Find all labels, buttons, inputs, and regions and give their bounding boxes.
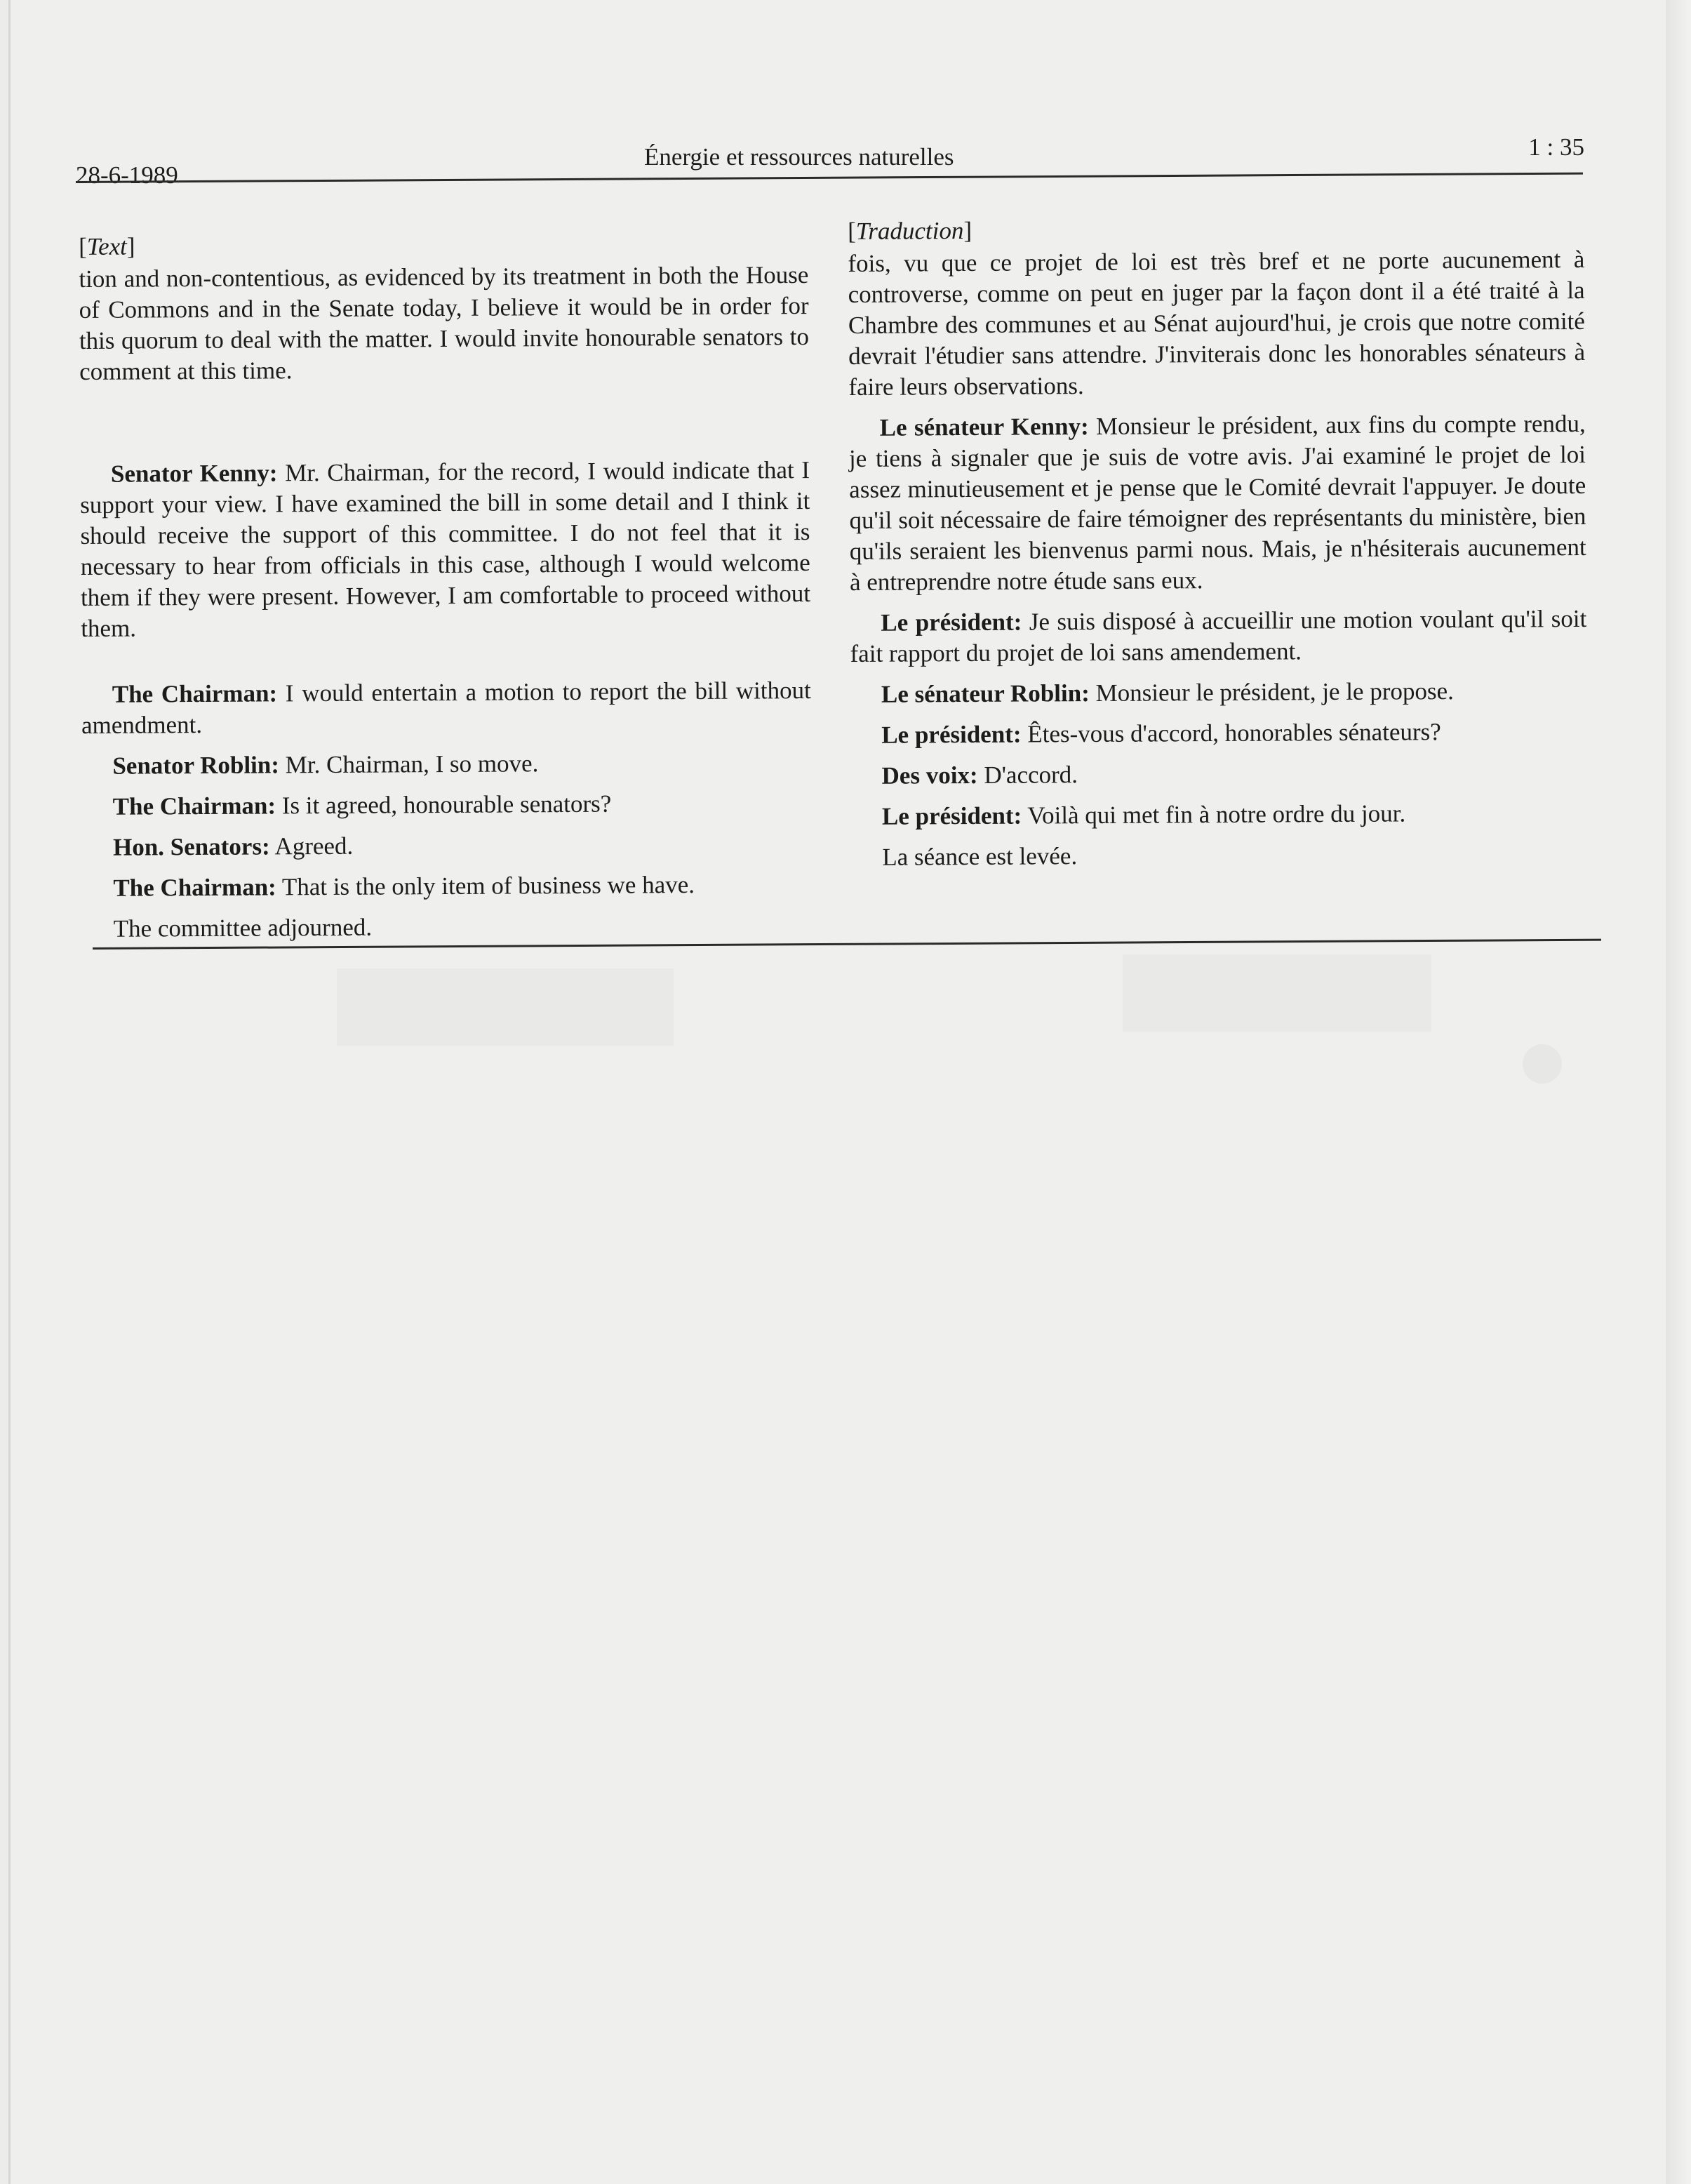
show-through-block [337, 968, 674, 1046]
speaker-name: The Chairman: [112, 679, 278, 708]
speech-paragraph: Le sénateur Roblin: Monsieur le président, je le propose. [881, 677, 1454, 708]
column-tag: [Text] [79, 232, 135, 260]
paragraph: fois, vu que ce projet de loi est très bref et ne porte aucunement à controverse, comme on peut en juger par la façon dont il a été traité à la Chambre des communes et au Sénat aujourd'hui, je crois que notre comité devrait l'étudier sans attendre. J'inviterais donc les honorables sénateurs à faire leurs observations. [848, 245, 1586, 401]
closing-line: The committee adjourned. [113, 913, 373, 943]
column-tag: [Traduction] [848, 216, 973, 245]
speech-paragraph: Senator Roblin: Mr. Chairman, I so move. [112, 750, 539, 780]
speech-paragraph: The Chairman: That is the only item of business we have. [113, 870, 695, 902]
speaker-name: Le président: [881, 801, 1022, 830]
speech-paragraph: Senator Kenny: Mr. Chairman, for the record, I would indicate that I support your view. I have examined the bill in some detail and I think it should receive the support of this committee. I do not feel that it is necessary to hear from officials in this case, although I would welcome them if they were present. However, I am comfortable to proceed without them. [80, 456, 811, 642]
speaker-name: Senator Roblin: [112, 751, 280, 780]
header-date: 28-6-1989 [76, 161, 178, 189]
speech-paragraph: Le président: Êtes-vous d'accord, honorables sénateurs? [881, 718, 1441, 749]
speech-paragraph: The Chairman: Is it agreed, honourable senators? [112, 790, 612, 820]
show-through-block [1123, 954, 1431, 1032]
show-through-dot [1523, 1044, 1562, 1084]
speech-paragraph: Le président: Voilà qui met fin à notre ordre du jour. [881, 799, 1406, 830]
header-page-number: 1 : 35 [1528, 133, 1584, 161]
header-title: Énergie et ressources naturelles [644, 143, 954, 171]
speaker-name: The Chairman: [113, 873, 276, 902]
speaker-name: Le sénateur Kenny: [879, 413, 1089, 441]
english-column [79, 227, 813, 945]
speaker-name: Le président: [881, 608, 1022, 637]
speech-paragraph: Hon. Senators: Agreed. [112, 832, 354, 861]
closing-line: La séance est levée. [882, 842, 1078, 871]
paragraph: tion and non-contentious, as evidenced by its treatment in both the House of Commons and in the Senate today, I believe it would be in order for this quorum to deal with the matter. I would invite honourable senators to comment at this time. [79, 261, 809, 385]
speech-paragraph: Le président: Je suis disposé à accueillir une motion voulant qu'il soit fait rapport du projet de loi sans amendement. [850, 604, 1587, 667]
page-edge [1666, 0, 1691, 2184]
speech-paragraph: Le sénateur Kenny: Monsieur le président, aux fins du compte rendu, je tiens à signaler que je suis de votre avis. J'ai examiné le projet de loi assez minutieusement et je pense que le Comité devrait l'appuyer. Je doute qu'il soit nécessaire de faire témoigner des représentants du ministère, bien qu'ils seraient les bienvenus parmi nous. Mais, je n'hésiterais aucunement à entreprendre notre étude sans eux. [848, 409, 1586, 596]
french-column [848, 212, 1588, 873]
speech-paragraph: The Chairman: I would entertain a motion to report the bill without amendment. [81, 676, 811, 739]
speaker-name: The Chairman: [112, 792, 276, 820]
speaker-name: Hon. Senators: [112, 832, 270, 861]
speaker-name: Le président: [881, 720, 1022, 749]
speaker-name: Le sénateur Roblin: [881, 679, 1090, 708]
speaker-name: Senator Kenny: [110, 459, 278, 488]
speech-paragraph: Des voix: D'accord. [881, 761, 1078, 790]
speaker-name: Des voix: [881, 761, 978, 790]
